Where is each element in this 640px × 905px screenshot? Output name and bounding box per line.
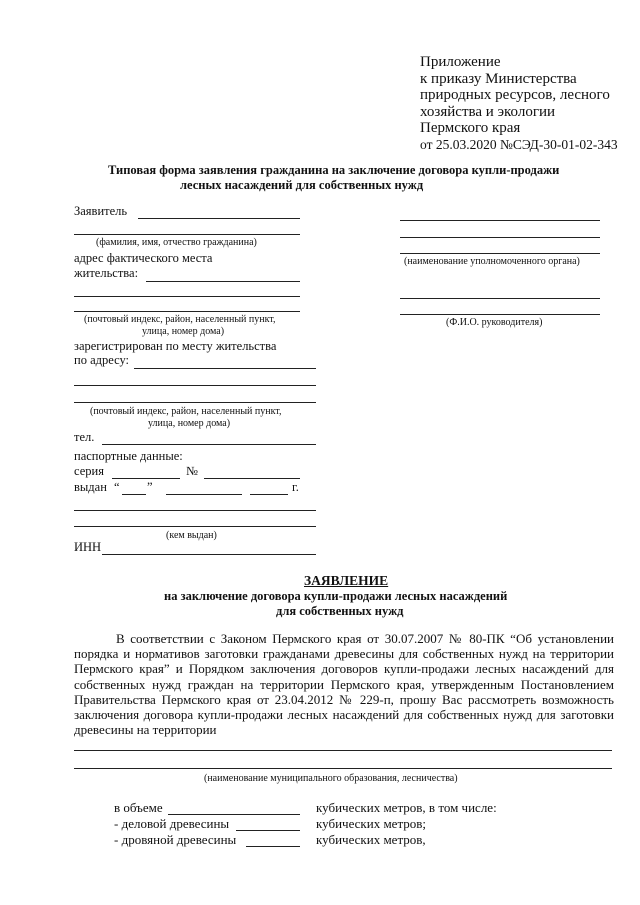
municipality-caption: (наименование муниципального образования, лесничества) [204,773,458,784]
series-label: серия [74,464,104,478]
appendix-line: хозяйства и экологии [420,103,556,120]
head-field[interactable] [400,298,600,299]
registered-label: зарегистрирован по месту жительства [74,339,277,353]
appendix-line: Пермского края [420,120,521,136]
registered-field[interactable] [134,368,316,369]
appendix-line: Приложение [420,54,501,70]
phone-label: тел. [74,430,95,444]
phone-field[interactable] [102,444,316,445]
issued-quote-open: “ [114,480,120,494]
registered-field-3[interactable] [74,402,316,403]
business-wood-field[interactable] [236,830,300,831]
paragraph-line: В соответствии с Законом Пермского края от 30.07.2007 № 80-ПК “Об установлении [116,631,614,646]
paragraph-line: заключения договора купли-продажи лесных насаждений для собственных нужд для заготовки [74,707,614,723]
issued-quote-close: ” [147,480,153,494]
municipality-field[interactable] [74,750,612,751]
firewood-unit: кубических метров, [316,832,426,847]
registered-field-2[interactable] [74,385,316,386]
paragraph-line: Правительства Пермского края от 23.04.2012 № 229-п, прошу Вас рассмотреть возможность [74,691,614,707]
postal2-caption: (почтовый индекс, район, населенный пункт, [90,406,282,417]
firewood-field[interactable] [246,846,300,847]
authority-field-2[interactable] [400,237,600,238]
inn-field[interactable] [102,554,316,555]
firewood-label: - дровяной древесины [114,832,237,847]
statement-subtitle-2: для собственных нужд [276,604,404,618]
applicant-field[interactable] [138,218,300,219]
statement-paragraph [74,631,614,737]
statement-title: ЗАЯВЛЕНИЕ [304,573,389,588]
volume-field[interactable] [168,814,300,815]
appendix-line: к приказу Министерства [420,70,577,87]
form-title-line1: Типовая форма заявления гражданина на заключение договора купли-продажи [108,163,560,177]
appendix-line: от 25.03.2020 №СЭД-30-01-02-343 [420,136,618,152]
paragraph-line: древесины на территории [74,722,217,738]
applicant-field-2[interactable] [74,234,300,235]
address-label: адрес фактического места [74,251,213,265]
number-field[interactable] [204,478,300,479]
authority-field[interactable] [400,220,600,221]
head-caption: (Ф.И.О. руководителя) [446,317,543,328]
address-label-2: жительства: [74,266,139,280]
appendix-header [420,54,618,153]
issued-by-field[interactable] [74,510,316,511]
appendix-line: природных ресурсов, лесного [420,87,610,103]
authority-field-3[interactable] [400,253,600,254]
paragraph-line: порядка и нормативов заготовки гражданами древесины для собственных нужд на территории [74,646,614,662]
business-wood-unit: кубических метров; [316,816,427,831]
issued-month-field[interactable] [166,494,242,495]
applicant-label: Заявитель [74,204,128,218]
number-label: № [186,464,198,478]
year-suffix: г. [292,480,299,494]
address-field-3[interactable] [74,311,300,312]
postal-caption: (почтовый индекс, район, населенный пункт, [84,314,276,325]
paragraph-line: Пермского края” и Порядком заключения договоров купли-продажи лесных насаждений для [74,661,614,677]
fio-caption: (фамилия, имя, отчество гражданина) [96,237,257,248]
issued-label: выдан [74,480,107,494]
issued-day-field[interactable] [122,494,146,495]
statement-subtitle-1: на заключение договора купли-продажи лесных насаждений [164,589,508,603]
postal-caption-2: улица, номер дома) [142,326,225,337]
issued-by-caption: (кем выдан) [166,530,217,541]
municipality-field-2[interactable] [74,768,612,769]
postal2-caption-2: улица, номер дома) [148,418,231,429]
head-field-2[interactable] [400,314,600,315]
inn-label: ИНН [74,540,102,554]
address-field[interactable] [146,281,300,282]
business-wood-label: - деловой древесины [114,816,230,831]
authority-caption: (наименование уполномоченного органа) [404,256,580,267]
passport-label: паспортные данные: [74,449,183,463]
paragraph-line: собственных нужд граждан на территории Пермского края, утвержденным Постановлением [74,676,614,692]
form-title-line2: лесных насаждений для собственных нужд [180,178,424,192]
registered-label-2: по адресу: [74,353,130,367]
volume-unit: кубических метров, в том числе: [316,800,497,815]
series-field[interactable] [112,478,180,479]
volume-label: в объеме [114,800,163,815]
issued-year-field[interactable] [250,494,288,495]
issued-by-field-2[interactable] [74,526,316,527]
address-field-2[interactable] [74,296,300,297]
